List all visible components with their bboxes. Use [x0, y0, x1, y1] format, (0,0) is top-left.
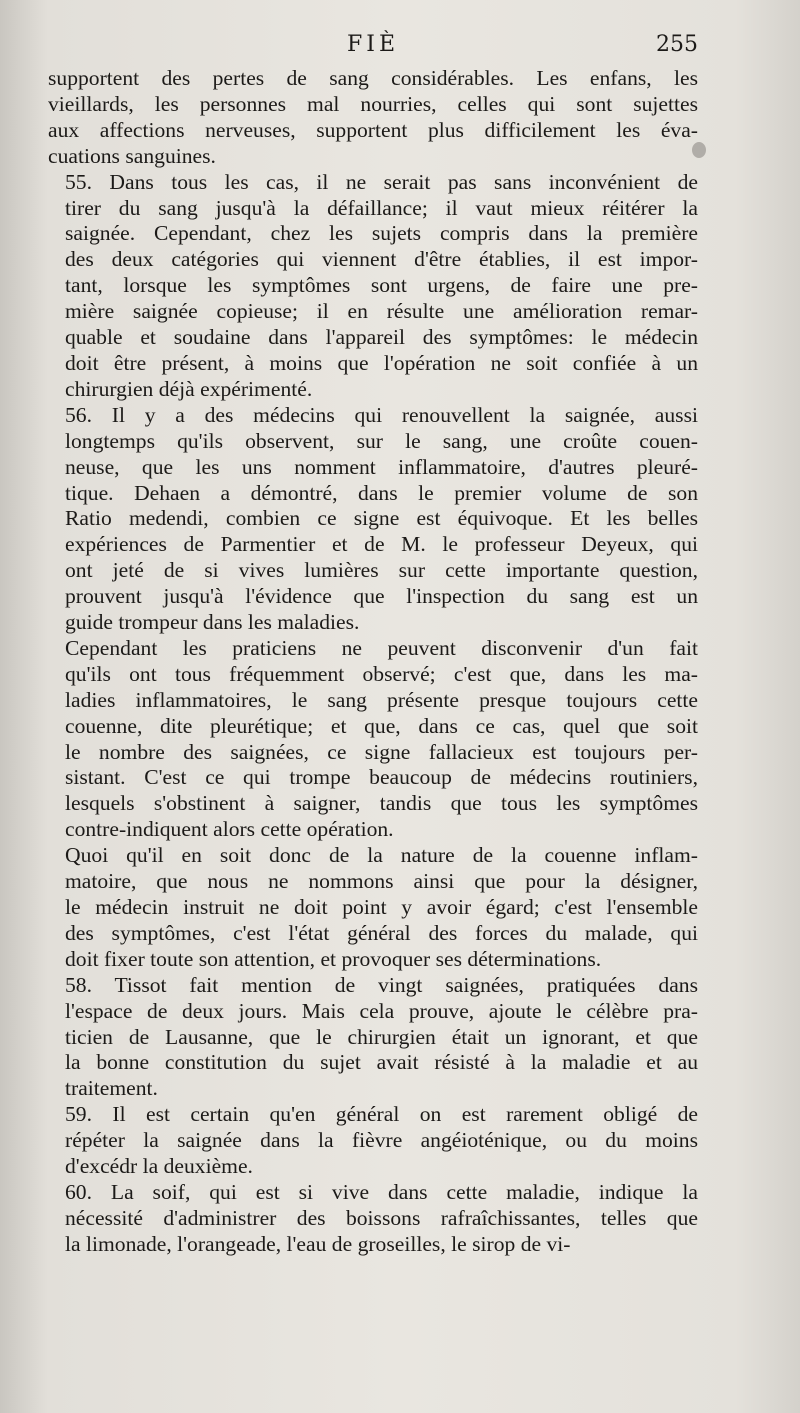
text-line: neuse, que les uns nomment inflammatoire, d'autres pleuré- — [65, 454, 698, 479]
text-line: couenne, dite pleurétique; et que, dans ce cas, quel que soit — [65, 713, 698, 738]
text-line: 59. Il est certain qu'en général on est rarement obligé de — [65, 1102, 698, 1127]
text-line: aux affections nerveuses, supportent plus difficilement les éva- — [48, 117, 698, 142]
text-line: ticien de Lausanne, que le chirurgien était un ignorant, et que — [65, 1024, 698, 1049]
text-line: d'excédr la deuxième. — [65, 1154, 253, 1179]
text-line: 55. Dans tous les cas, il ne serait pas sans inconvénient de — [65, 169, 698, 194]
paragraph — [48, 973, 698, 1103]
text-line: des symptômes, c'est l'état général des forces du malade, qui — [65, 920, 698, 945]
text-line: tant, lorsque les symptômes sont urgens, de faire une pre- — [65, 273, 698, 298]
text-line: des deux catégories qui viennent d'être établies, il est impor- — [65, 247, 698, 272]
text-line: prouvent jusqu'à l'évidence que l'inspection du sang est un — [65, 584, 698, 609]
page-number: 255 — [656, 32, 698, 57]
text-line: expériences de Parmentier et de M. le professeur Deyeux, qui — [65, 532, 698, 557]
text-line: répéter la saignée dans la fièvre angéioténique, ou du moins — [65, 1128, 698, 1153]
paragraph — [48, 636, 698, 843]
text-line: tirer du sang jusqu'à la défaillance; il vaut mieux réitérer la — [65, 195, 698, 220]
text-line: sistant. C'est ce qui trompe beaucoup de médecins routiniers, — [65, 765, 698, 790]
text-line: 58. Tissot fait mention de vingt saignées, pratiquées dans — [65, 972, 698, 997]
text-line: saignée. Cependant, chez les sujets compris dans la première — [65, 221, 698, 246]
text-line: cuations sanguines. — [48, 143, 216, 168]
text-line: doit fixer toute son attention, et provoquer ses déterminations. — [65, 946, 602, 971]
text-line: Quoi qu'il en soit donc de la nature de la couenne inflam- — [65, 843, 698, 868]
text-line: longtemps qu'ils observent, sur le sang, une croûte couen- — [65, 428, 698, 453]
text-line: le médecin instruit ne doit point y avoir égard; c'est l'ensemble — [65, 895, 698, 919]
text-line: tique. Dehaen a démontré, dans le premier volume de son — [65, 480, 698, 505]
text-line: vieillards, les personnes mal nourries, celles qui sont sujettes — [48, 91, 698, 116]
text-line: Ratio medendi, combien ce signe est équivoque. Et les belles — [65, 506, 698, 531]
text-line: Cependant les praticiens ne peuvent disconvenir d'un fait — [65, 635, 698, 660]
paragraph — [48, 1102, 698, 1180]
text-line: mière saignée copieuse; il en résulte une amélioration remar- — [65, 299, 698, 324]
text-line: le nombre des saignées, ce signe fallacieux est toujours per- — [65, 739, 698, 764]
text-line: ladies inflammatoires, le sang présente presque toujours cette — [65, 687, 698, 712]
paragraph — [48, 1180, 698, 1258]
paragraph — [48, 66, 698, 170]
paragraph — [48, 843, 698, 973]
text-line: la bonne constitution du sujet avait résisté à la maladie et au — [65, 1050, 698, 1075]
text-line: doit être présent, à moins que l'opération ne soit confiée à un — [65, 350, 698, 375]
text-line: guide trompeur dans les maladies. — [65, 610, 360, 635]
text-line: supportent des pertes de sang considérables. Les enfans, les — [48, 66, 698, 90]
paragraph — [48, 170, 698, 403]
running-title: FIÈ — [346, 32, 399, 57]
text-line: la limonade, l'orangeade, l'eau de groseilles, le sirop de vi- — [65, 1231, 571, 1256]
text-line: traitement. — [65, 1076, 158, 1101]
body-text — [48, 66, 698, 1258]
text-line: nécessité d'administrer des boissons rafraîchissantes, telles que — [65, 1205, 698, 1230]
text-line: chirurgien déjà expérimenté. — [65, 376, 313, 401]
text-line: ont jeté de si vives lumières sur cette importante question, — [65, 558, 698, 583]
paragraph — [48, 403, 698, 636]
text-line: 56. Il y a des médecins qui renouvellent la saignée, aussi — [65, 402, 698, 427]
text-line: lesquels s'obstinent à saigner, tandis que tous les symptômes — [65, 791, 698, 816]
text-line: l'espace de deux jours. Mais cela prouve, ajoute le célèbre pra- — [65, 998, 698, 1023]
running-header — [48, 32, 698, 62]
text-line: quable et soudaine dans l'appareil des symptômes: le médecin — [65, 325, 698, 350]
text-line: 60. La soif, qui est si vive dans cette maladie, indique la — [65, 1179, 698, 1204]
text-line: contre-indiquent alors cette opération. — [65, 817, 394, 842]
text-line: matoire, que nous ne nommons ainsi que pour la désigner, — [65, 869, 698, 894]
text-line: qu'ils ont tous fréquemment observé; c'est que, dans les ma- — [65, 661, 698, 686]
